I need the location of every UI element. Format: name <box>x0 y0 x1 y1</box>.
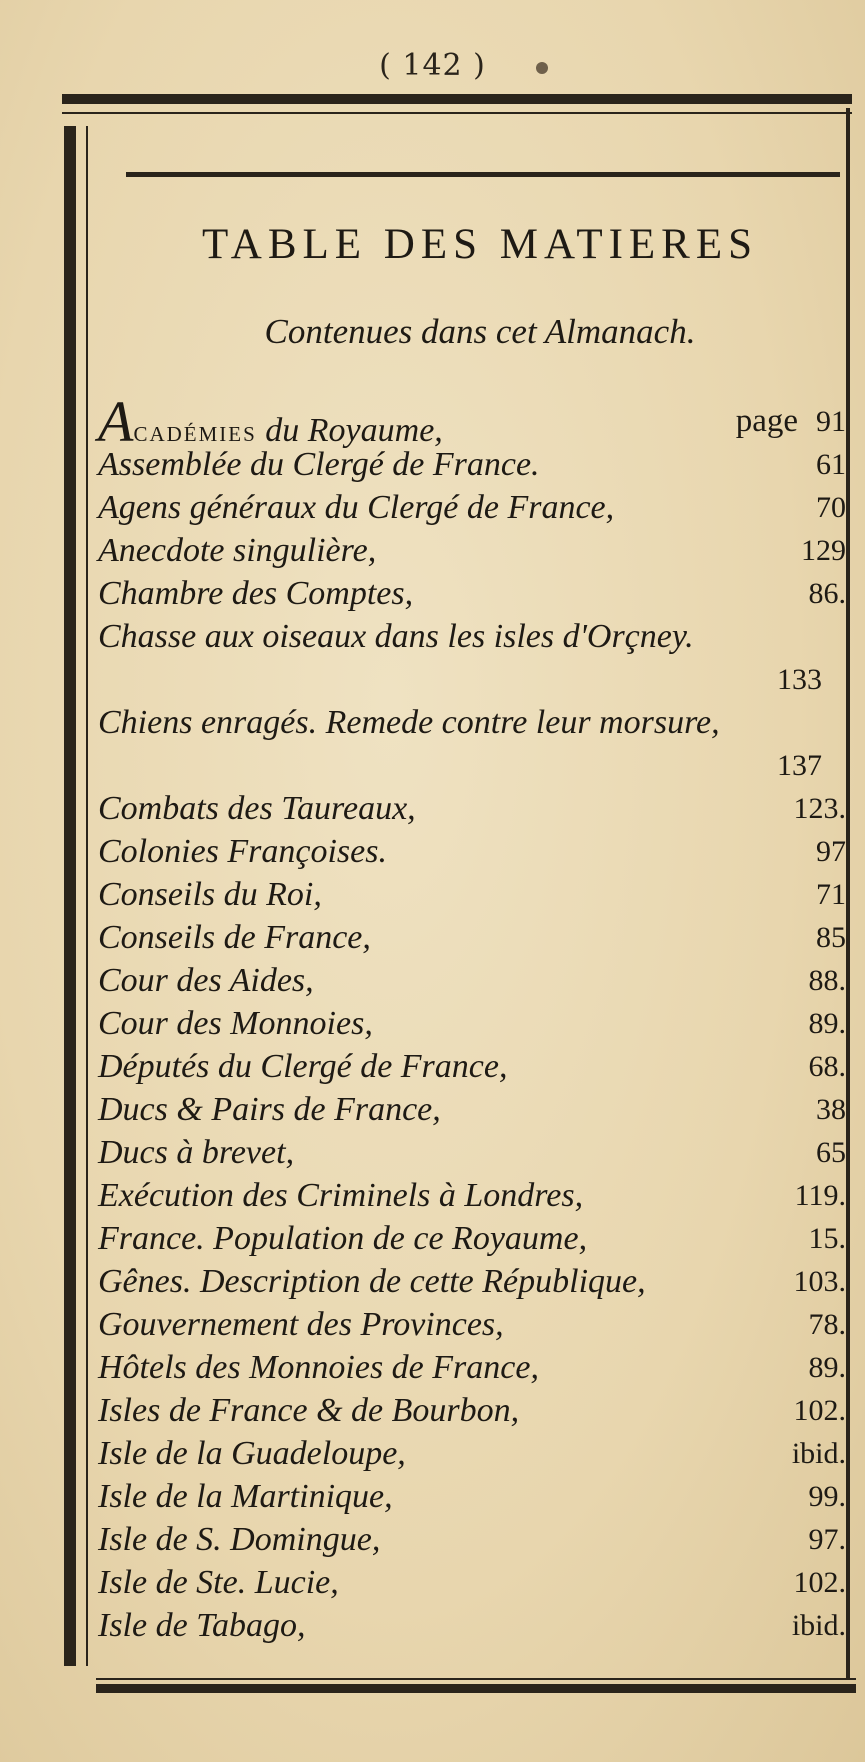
entry-label-rest: du Royaume, <box>256 412 443 449</box>
header-rule <box>126 172 840 177</box>
index-entry <box>98 830 848 873</box>
entry-page: 70 <box>816 491 846 524</box>
entry-label: Cour des Aides, <box>98 962 314 999</box>
left-border-thick <box>64 126 76 1666</box>
index-entry <box>98 744 848 787</box>
page-subtitle: Contenues dans cet Almanach. <box>264 312 696 351</box>
top-border-thin <box>62 112 852 114</box>
page-number: ( 142 ) <box>379 48 486 83</box>
entry-page: 97 <box>816 835 846 868</box>
index-entry <box>98 1518 848 1561</box>
entry-label: Chasse aux oiseaux dans les isles d'Orçney. <box>98 618 694 655</box>
entry-label: Députés du Clergé de France, <box>98 1048 508 1085</box>
index-entry <box>98 1002 848 1045</box>
entry-page: 129 <box>801 534 846 567</box>
entry-label: Ducs à brevet, <box>98 1134 295 1171</box>
entry-label: Chiens enragés. Remede contre leur morsure, <box>98 704 720 741</box>
page-word: page <box>735 403 798 439</box>
entry-label: France. Population de ce Royaume, <box>98 1220 588 1257</box>
entry-label: Ducs & Pairs de France, <box>98 1091 441 1128</box>
entry-page: 137 <box>777 749 822 782</box>
entry-page: 123. <box>793 792 846 825</box>
small-caps-text: cadémies <box>133 415 257 448</box>
index-entry <box>98 1217 848 1260</box>
index-entry <box>98 787 848 830</box>
entry-label: Isles de France & de Bourbon, <box>98 1392 520 1429</box>
index-entry <box>98 572 848 615</box>
index-entry <box>98 389 848 454</box>
index-entry <box>98 959 848 1002</box>
index-entry <box>98 1561 848 1604</box>
entry-label: Gênes. Description de cette République, <box>98 1263 646 1300</box>
bottom-border-thin <box>96 1678 856 1680</box>
entry-label: Isle de la Guadeloupe, <box>98 1435 406 1472</box>
index-entry <box>98 916 848 959</box>
entry-label: Combats des Taureaux, <box>98 790 416 827</box>
index-list <box>98 389 848 1647</box>
entry-page: 99. <box>808 1480 846 1513</box>
entry-page: 65 <box>816 1136 846 1169</box>
entry-label: Isle de Tabago, <box>98 1607 306 1644</box>
entry-page: 86. <box>808 577 846 610</box>
index-entry <box>98 1604 848 1647</box>
index-entry <box>98 1174 848 1217</box>
entry-label: Gouvernement des Provinces, <box>98 1306 504 1343</box>
entry-label: Exécution des Criminels à Londres, <box>98 1177 584 1214</box>
entry-page: 61 <box>816 448 846 481</box>
bottom-border-thick <box>96 1684 856 1693</box>
index-entry <box>98 615 848 658</box>
entry-label: Agens généraux du Clergé de France, <box>98 489 615 526</box>
entry-label: Colonies Françoises. <box>98 833 387 870</box>
index-entry <box>98 529 848 572</box>
entry-page: 68. <box>808 1050 846 1083</box>
index-entry <box>98 1475 848 1518</box>
index-entry <box>98 1045 848 1088</box>
entry-label: Cour des Monnoies, <box>98 1005 373 1042</box>
index-entry <box>98 1389 848 1432</box>
entry-label: Conseils du Roi, <box>98 876 322 913</box>
top-border-thick <box>62 94 852 104</box>
index-entry <box>98 1131 848 1174</box>
entry-label: Anecdote singulière, <box>98 532 377 569</box>
entry-label: Conseils de France, <box>98 919 371 956</box>
index-entry <box>98 443 848 486</box>
index-entries <box>98 443 848 1647</box>
entry-label: Isle de Ste. Lucie, <box>98 1564 339 1601</box>
entry-page: 102. <box>793 1566 846 1599</box>
entry-page: 88. <box>808 964 846 997</box>
index-entry <box>98 1346 848 1389</box>
entry-page: 97. <box>808 1523 846 1556</box>
entry-page: 38 <box>816 1093 846 1126</box>
index-entry <box>98 1260 848 1303</box>
ink-blot <box>536 62 548 74</box>
index-entry <box>98 658 848 701</box>
entry-page-number: 91 <box>816 405 846 438</box>
index-entry <box>98 486 848 529</box>
entry-label: Assemblée du Clergé de France. <box>98 446 540 483</box>
index-entry <box>98 1432 848 1475</box>
entry-page: 71 <box>816 878 846 911</box>
entry-page: ibid. <box>791 1437 846 1470</box>
drop-cap: A <box>98 389 134 454</box>
entry-page: 89. <box>808 1007 846 1040</box>
index-entry <box>98 1088 848 1131</box>
index-entry <box>98 873 848 916</box>
entry-label: Chambre des Comptes, <box>98 575 414 612</box>
entry-label: Isle de S. Domingue, <box>98 1521 381 1558</box>
index-entry <box>98 1303 848 1346</box>
index-entry <box>98 701 848 744</box>
entry-page: 15. <box>808 1222 846 1255</box>
entry-page: ibid. <box>791 1609 846 1642</box>
entry-page: 89. <box>808 1351 846 1384</box>
entry-page <box>736 400 846 443</box>
entry-page: 119. <box>794 1179 846 1212</box>
entry-page: 102. <box>793 1394 846 1427</box>
entry-page: 103. <box>793 1265 846 1298</box>
entry-page: 78. <box>808 1308 846 1341</box>
entry-label: Isle de la Martinique, <box>98 1478 393 1515</box>
entry-page: 133 <box>777 663 822 696</box>
entry-page: 85 <box>816 921 846 954</box>
entry-label: Hôtels des Monnoies de France, <box>98 1349 539 1386</box>
left-border-thin <box>86 126 88 1666</box>
page-title: TABLE DES MATIERES <box>201 221 759 268</box>
